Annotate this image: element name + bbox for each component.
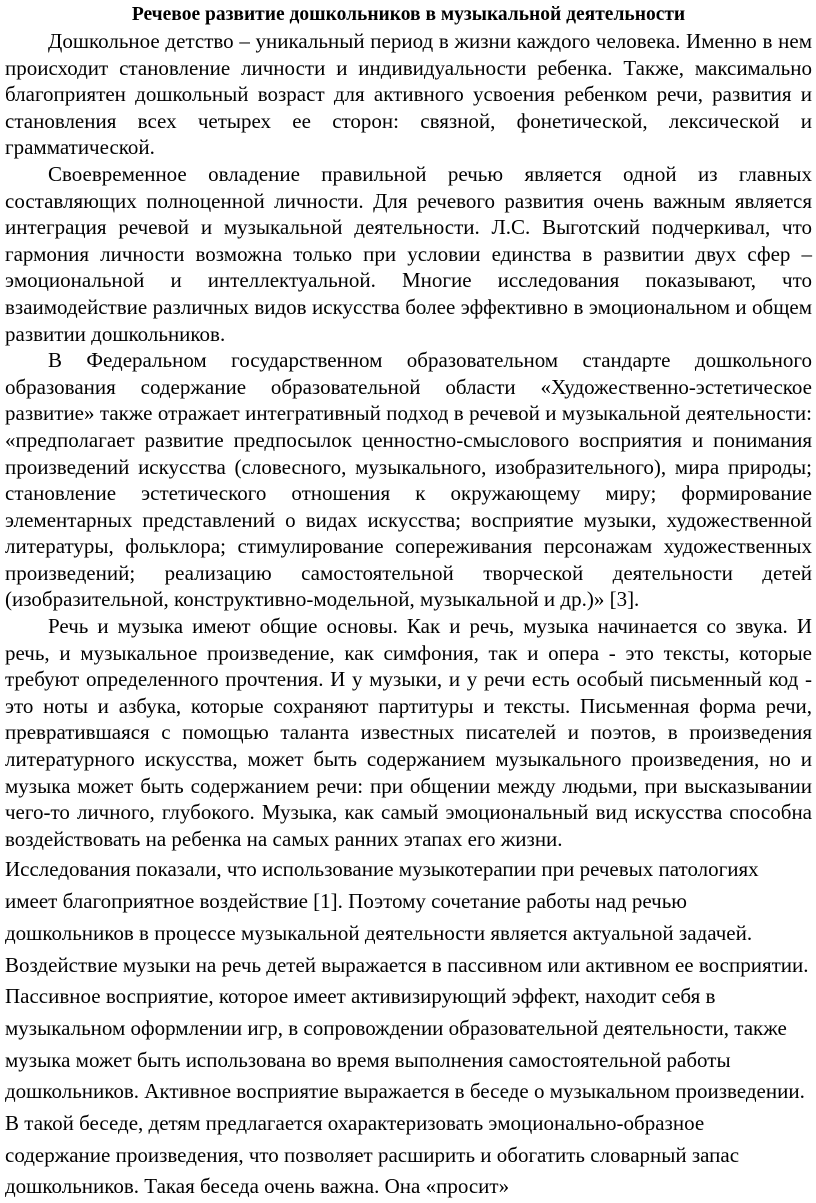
paragraph-speech-and-music: Речь и музыка имеют общие основы. Как и речь, музыка начинается со звука. И речь, и музыкальное произведение, как симфония, так и опера - это тексты, которые требуют определенного прочтения. И у музыки, и у речи есть особый письменный код - это ноты и азбука, которые сохраняют партитуры и тексты. Письменная форма речи, превратившаяся с помощью таланта известных писателей и поэтов, в произведения литературного искусства, может быть содержанием музыкального произведения, но и музыка может быть содержанием речи: при общении между людьми, при высказывании чего-то личного, глубокого. Музыка, как самый эмоциональный вид искусства способна воздействовать на ребенка на самых ранних этапах его жизни. bbox=[5, 614, 812, 851]
paragraph-intro: Дошкольное детство – уникальный период в жизни каждого человека. Именно в нем происходит становление личности и индивидуальности ребенка. Также, максимально благоприятен дошкольный возраст для активного усвоения ребенком речи, развития и становления всех четырех ее сторон: связной, фонетической, лексической и грамматической. bbox=[5, 29, 812, 160]
paragraph-research: Исследования показали, что использование музыкотерапии при речевых патологиях имеет благоприятное воздействие [1]. Поэтому сочетание работы над речью дошкольников в процессе музыкальной деятельности является актуальной задачей. Воздействие музыки на речь детей выражается в пассивном или активном ее восприятии. Пассивное восприятие, которое имеет активизирующий эффект, находит себя в музыкальном оформлении игр, в сопровождении образовательной деятельности, также музыка может быть использована во время выполнения самостоятельной работы дошкольников. Активное восприятие выражается в беседе о музыкальном произведении. В такой беседе, детям предлагается охарактеризовать эмоционально-образное содержание произведения, что позволяет расширить и обогатить словарный запас дошкольников. Такая беседа очень важна. Она «просит» bbox=[5, 857, 809, 1199]
paragraph-speech-mastery: Своевременное овладение правильной речью является одной из главных составляющих полноценной личности. Для речевого развития очень важным является интеграция речевой и музыкальной деятельности. Л.С. Выготский подчеркивал, что гармония личности возможна только при условии единства в развитии двух сфер – эмоциональной и интеллектуальной. Многие исследования показывают, что взаимодействие различных видов искусства более эффективно в эмоциональном и общем развитии дошкольников. bbox=[5, 161, 812, 346]
document-title: Речевое развитие дошкольников в музыкальной деятельности bbox=[131, 4, 686, 25]
paragraph-federal-standard: В Федеральном государственном образовательном стандарте дошкольного образования содержание образовательной области «Художественно-эстетическое развитие» также отражает интегративный подход в речевой и музыкальной деятельности: «предполагает развитие предпосылок ценностно-смыслового восприятия и понимания произведений искусства (словесного, музыкального, изобразительного), мира природы; становление эстетического отношения к окружающему миру; формирование элементарных представлений о видах искусства; восприятие музыки, художественной литературы, фольклора; стимулирование сопереживания персонажам художественных произведений; реализацию самостоятельной творческой деятельности детей (изобразительной, конструктивно-модельной, музыкальной и др.)» [3]. bbox=[5, 348, 812, 612]
document-page bbox=[5, 2, 812, 1203]
